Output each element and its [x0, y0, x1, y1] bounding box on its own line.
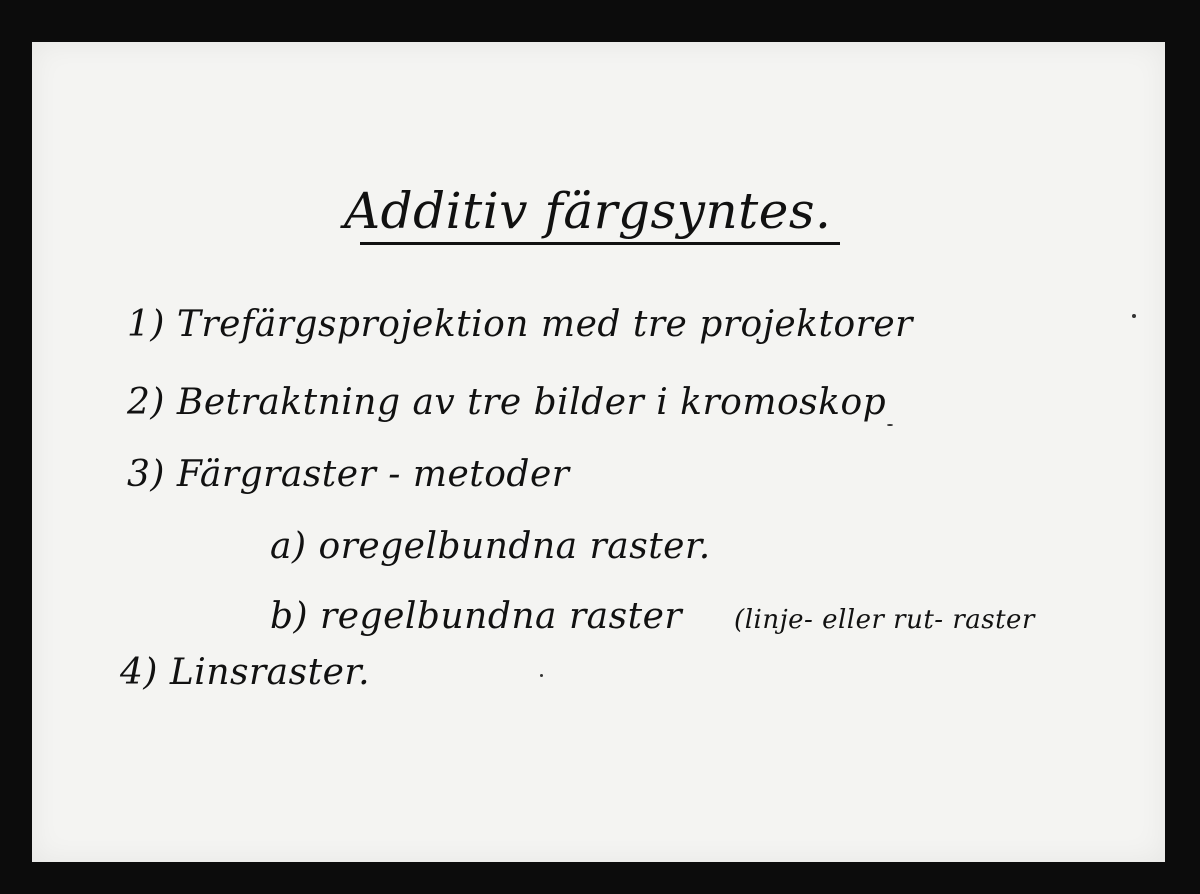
list-subitem-a: a) oregelbundna raster. [270, 526, 711, 567]
list-item-1: 1) Trefärgsprojektion med tre projektorer [127, 304, 913, 345]
slide-card [32, 42, 1165, 862]
dust-speck [540, 674, 543, 677]
list-subitem-b-text: b) regelbundna raster [270, 596, 683, 637]
slide-title: Additiv färgsyntes. [344, 182, 832, 240]
list-item-3: 3) Färgraster - metoder [127, 454, 570, 495]
list-subitem-b-note: (linje- eller rut- raster [734, 605, 1035, 635]
title-underline [360, 242, 840, 245]
dust-speck [1132, 314, 1136, 318]
list-item-4: 4) Linsraster. [120, 652, 371, 693]
list-item-2: 2) Betraktning av tre bilder i kromoskop [127, 382, 887, 423]
list-subitem-b [270, 596, 1035, 637]
dust-speck [887, 424, 893, 426]
